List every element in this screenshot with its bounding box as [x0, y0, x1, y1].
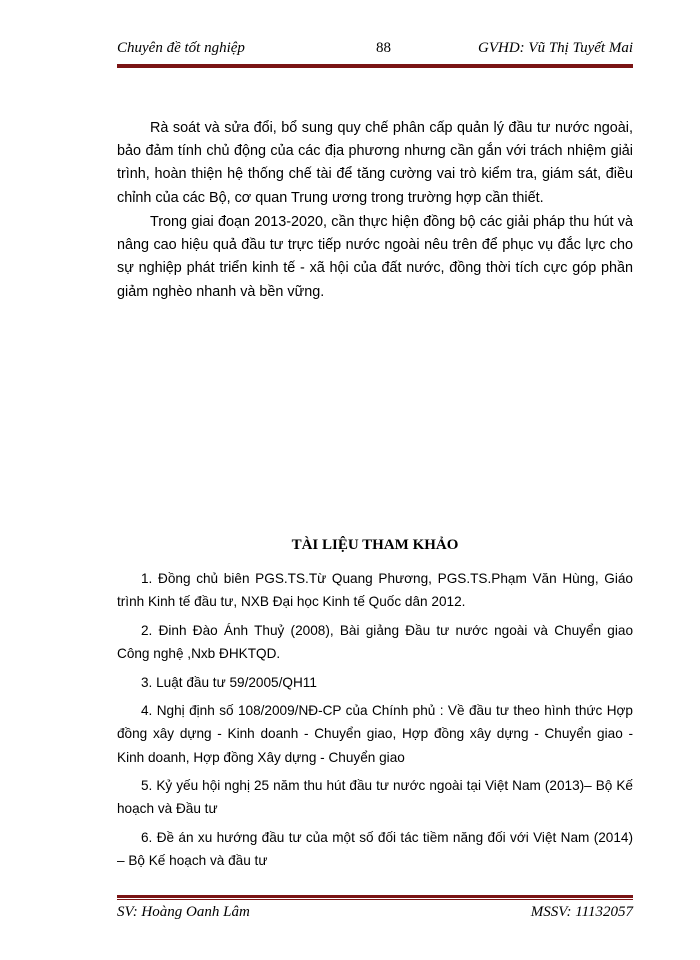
footer-student-id: MSSV: 11132057	[530, 904, 633, 920]
page-header	[117, 40, 633, 60]
reference-item: 5. Kỷ yếu hội nghị 25 năm thu hút đầu tư nước ngoài tại Việt Nam (2013)– Bộ Kế hoạch và Đầu tư	[117, 778, 633, 817]
header-title: Chuyên đề tốt nghiệp	[117, 40, 245, 56]
page-footer	[117, 904, 633, 924]
reference-item: 1. Đồng chủ biên PGS.TS.Từ Quang Phương, PGS.TS.Phạm Văn Hùng, Giáo trình Kinh tế đầu tư, NXB Đại học Kinh tế Quốc dân 2012.	[117, 571, 633, 610]
references-list	[117, 567, 633, 878]
reference-item: 3. Luật đầu tư 59/2005/QH11	[141, 674, 317, 690]
references-title: TÀI LIỆU THAM KHẢO	[291, 537, 459, 553]
body-paragraph-2: Trong giai đoạn 2013-2020, cần thực hiện đồng bộ các giải pháp thu hút và nâng cao hiệu quả đầu tư trực tiếp nước ngoài nêu trên để phục vụ đắc lực cho sự nghiệp phát triển kinh tế - xã hội của đất nước, đồng thời tích cực góp phần giảm nghèo nhanh và bền vững.	[117, 214, 633, 300]
reference-item: 2. Đinh Đào Ánh Thuỷ (2008), Bài giảng Đầu tư nước ngoài và Chuyển giao Công nghệ ,Nxb ĐHKTQD.	[117, 622, 633, 661]
reference-item: 6. Đề án xu hướng đầu tư của một số đối tác tiềm năng đối với Việt Nam (2014) – Bộ Kế hoạch và đầu tư	[117, 829, 633, 869]
body-paragraph-1: Rà soát và sửa đổi, bổ sung quy chế phân cấp quản lý đầu tư nước ngoài, bảo đảm tính chủ động của các địa phương nhưng cần gắn với trách nhiệm giải trình, hoàn thiện hệ thống chế tài để tăng cường vai trò kiểm tra, giám sát, điều chỉnh của các Bộ, cơ quan Trung ương trong trường hợp cần thiết.	[117, 120, 633, 206]
header-rule	[117, 63, 633, 68]
page-number: 88	[376, 40, 391, 56]
footer-rule	[117, 895, 633, 900]
header-supervisor: GVHD: Vũ Thị Tuyết Mai	[478, 40, 633, 56]
reference-item: 4. Nghị định số 108/2009/NĐ-CP của Chính phủ : Về đầu tư theo hình thức Hợp đồng xây dựng - Kinh doanh - Chuyển giao, Hợp đồng xây dựng - Chuyển giao - Kinh doanh, Hợp đồng Xây dựng - Chuyển giao	[117, 703, 633, 765]
footer-student: SV: Hoàng Oanh Lâm	[117, 904, 250, 920]
